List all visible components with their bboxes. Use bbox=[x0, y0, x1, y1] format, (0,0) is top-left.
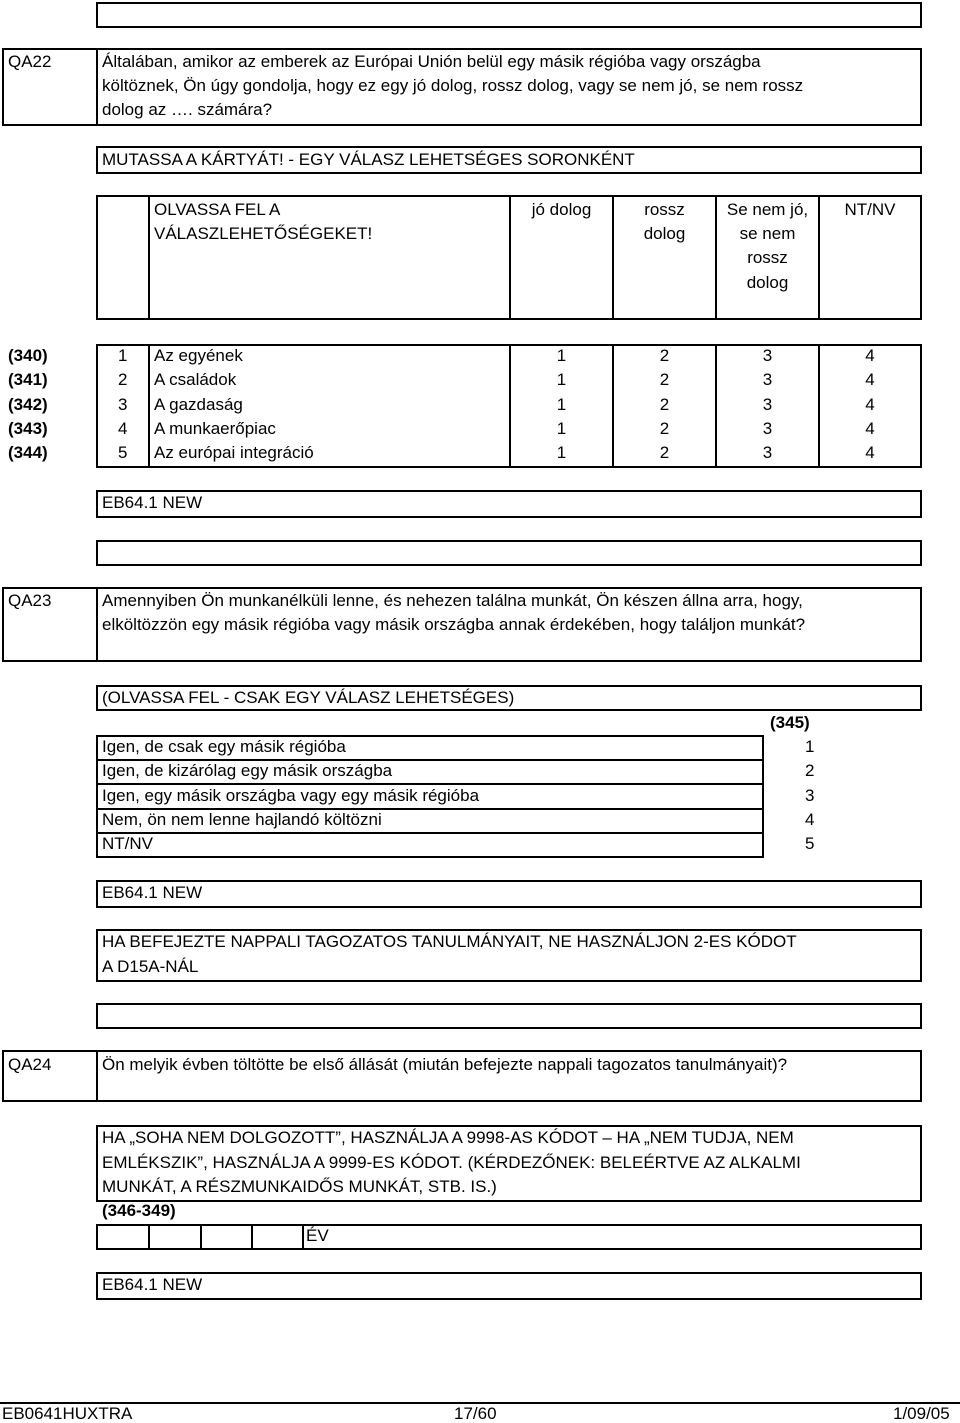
qa22-row-value-good: 1 bbox=[556, 419, 567, 438]
qa24-instruction-line-2: EMLÉKSZIK”, HASZNÁLJA A 9999-ES KÓDOT. (KÉRDEZŐNEK: BELEÉRTVE AZ ALKALMI bbox=[102, 1153, 801, 1172]
qa22-row-code: (343) bbox=[8, 419, 48, 438]
qa23-option-label: NT/NV bbox=[102, 834, 153, 853]
qa23-note-box bbox=[96, 880, 922, 908]
qa22-col-header-neither-line-1: Se nem jó, bbox=[726, 200, 809, 219]
qa23-code: QA23 bbox=[8, 591, 52, 610]
year-digit-3[interactable] bbox=[202, 1226, 251, 1248]
year-digit-2[interactable] bbox=[150, 1226, 200, 1248]
qa22-row-value-bad: 2 bbox=[659, 370, 670, 389]
qa22-question-line-3: dolog az …. számára? bbox=[102, 100, 273, 119]
qa22-row-label: A munkaerőpiac bbox=[154, 419, 276, 438]
qa22-row-value-dk: 4 bbox=[865, 370, 875, 389]
qa24-var-code: (346-349) bbox=[102, 1201, 176, 1220]
qa22-row-value-neither: 3 bbox=[762, 419, 773, 438]
year-digit-cell-divider bbox=[302, 1224, 304, 1250]
qa22-row-value-good: 1 bbox=[556, 395, 567, 414]
qa22-col-header-neither-line-2: se nem bbox=[739, 224, 796, 243]
qa23-option-code: 3 bbox=[805, 786, 815, 805]
qa22-header-divider-a bbox=[148, 195, 150, 320]
qa22-row-num: 5 bbox=[118, 443, 128, 462]
qa22-row-value-dk: 4 bbox=[865, 346, 875, 365]
qa22-row-value-bad: 2 bbox=[659, 419, 670, 438]
year-digit-4[interactable] bbox=[253, 1226, 302, 1248]
qa22-row-value-neither: 3 bbox=[762, 395, 773, 414]
qa23-option-code: 2 bbox=[805, 761, 815, 780]
qa24-year-label: ÉV bbox=[306, 1226, 329, 1245]
year-digit-1[interactable] bbox=[98, 1226, 148, 1248]
qa24-code: QA24 bbox=[8, 1055, 52, 1074]
qa23-option-code: 1 bbox=[805, 737, 815, 756]
qa24-code-divider bbox=[96, 1050, 98, 1102]
qa22-question-line-2: költöznek, Ön úgy gondolja, hogy ez egy jó dolog, rossz dolog, vagy se nem jó, se nem rossz bbox=[102, 76, 804, 95]
qa22-row-num: 2 bbox=[118, 370, 128, 389]
qa23-option-label: Igen, de kizárólag egy másik országba bbox=[102, 761, 393, 780]
qa22-read-label-line-2: VÁLASZLEHETŐSÉGEKET! bbox=[154, 224, 373, 243]
top-empty-box bbox=[96, 2, 922, 28]
qa23-top-empty-box bbox=[96, 540, 922, 566]
qa22-row-value-bad: 2 bbox=[659, 395, 670, 414]
qa22-row-code: (340) bbox=[8, 346, 48, 365]
qa22-code: QA22 bbox=[8, 52, 52, 71]
qa23-code-divider bbox=[96, 587, 98, 662]
qa22-code-divider bbox=[96, 48, 98, 126]
qa22-row-label: Az európai integráció bbox=[154, 443, 314, 462]
qa22-row-value-dk: 4 bbox=[865, 419, 875, 438]
qa22-col-header-dk: NT/NV bbox=[844, 200, 896, 219]
qa22-row-code: (341) bbox=[8, 370, 48, 389]
qa23-option-code: 5 bbox=[805, 834, 815, 853]
qa22-read-label-line-1: OLVASSA FEL A bbox=[154, 200, 281, 219]
footer-doc-id: EB0641HUXTRA bbox=[2, 1404, 133, 1423]
qa22-note-box bbox=[96, 490, 922, 518]
qa24-note: EB64.1 NEW bbox=[102, 1275, 203, 1294]
qa22-row-value-neither: 3 bbox=[762, 346, 773, 365]
qa22-row-label: Az egyének bbox=[154, 346, 243, 365]
qa23-option-divider bbox=[96, 832, 764, 834]
qa22-row-value-good: 1 bbox=[556, 346, 567, 365]
qa23-option-label: Nem, ön nem lenne hajlandó költözni bbox=[102, 810, 382, 829]
qa22-row-num: 4 bbox=[118, 419, 128, 438]
qa23-option-label: Igen, egy másik országba vagy egy másik régióba bbox=[102, 786, 480, 805]
qa23-question-line-1: Amennyiben Ön munkanélküli lenne, és nehezen találna munkát, Ön készen állna arra, hogy, bbox=[102, 591, 803, 610]
qa22-row-code: (344) bbox=[8, 443, 48, 462]
qa22-note: EB64.1 NEW bbox=[102, 493, 203, 512]
qa24-top-empty-box bbox=[96, 1003, 922, 1029]
qa22-col-header-bad-line-2: dolog bbox=[643, 224, 686, 243]
footer-date: 1/09/05 bbox=[893, 1404, 950, 1423]
qa24-note-box bbox=[96, 1272, 922, 1300]
qa22-col-header-neither-line-4: dolog bbox=[746, 273, 789, 292]
qa23-note: EB64.1 NEW bbox=[102, 883, 203, 902]
qa24-instruction-line-3: MUNKÁT, A RÉSZMUNKAIDŐS MUNKÁT, STB. IS.) bbox=[102, 1177, 497, 1196]
qa22-rows-divider-a bbox=[148, 344, 150, 468]
qa22-instruction: MUTASSA A KÁRTYÁT! - EGY VÁLASZ LEHETSÉGES SORONKÉNT bbox=[102, 150, 635, 169]
qa22-row-value-dk: 4 bbox=[865, 395, 875, 414]
qa22-question-line-1: Általában, amikor az emberek az Európai Unión belül egy másik régióba vagy országba bbox=[102, 52, 761, 71]
qa22-col-header-good: jó dolog bbox=[531, 200, 592, 219]
footer-page-number: 17/60 bbox=[454, 1404, 497, 1423]
qa23-option-code: 4 bbox=[805, 810, 815, 829]
qa22-row-label: A gazdaság bbox=[154, 395, 243, 414]
qa23-filter-line-1: HA BEFEJEZTE NAPPALI TAGOZATOS TANULMÁNYAIT, NE HASZNÁLJON 2-ES KÓDOT bbox=[102, 932, 797, 951]
qa23-var-code: (345) bbox=[770, 713, 810, 732]
qa24-question: Ön melyik évben töltötte be első állását (miután befejezte nappali tagozatos tanulmányait)? bbox=[102, 1055, 788, 1074]
qa22-row-label: A családok bbox=[154, 370, 237, 389]
qa22-row-num: 1 bbox=[118, 346, 128, 365]
qa22-col-header-bad-line-1: rossz bbox=[644, 200, 685, 219]
qa22-row-value-bad: 2 bbox=[659, 443, 670, 462]
qa22-row-value-dk: 4 bbox=[865, 443, 875, 462]
qa22-row-code: (342) bbox=[8, 395, 48, 414]
qa23-option-label: Igen, de csak egy másik régióba bbox=[102, 737, 346, 756]
qa23-filter-line-2: A D15A-NÁL bbox=[102, 957, 199, 976]
qa23-question-line-2: elköltözzön egy másik régióba vagy másik országba annak érdekében, hogy találjon munkát? bbox=[102, 615, 806, 634]
qa22-col-header-neither-line-3: rossz bbox=[747, 248, 788, 267]
qa22-row-num: 3 bbox=[118, 395, 128, 414]
qa22-row-value-neither: 3 bbox=[762, 443, 773, 462]
qa22-row-value-good: 1 bbox=[556, 370, 567, 389]
qa24-instruction-line-1: HA „SOHA NEM DOLGOZOTT”, HASZNÁLJA A 9998-AS KÓDOT – HA „NEM TUDJA, NEM bbox=[102, 1128, 794, 1147]
qa22-row-value-neither: 3 bbox=[762, 370, 773, 389]
qa22-row-value-bad: 2 bbox=[659, 346, 670, 365]
qa22-row-value-good: 1 bbox=[556, 443, 567, 462]
qa23-instruction: (OLVASSA FEL - CSAK EGY VÁLASZ LEHETSÉGES) bbox=[102, 688, 515, 707]
